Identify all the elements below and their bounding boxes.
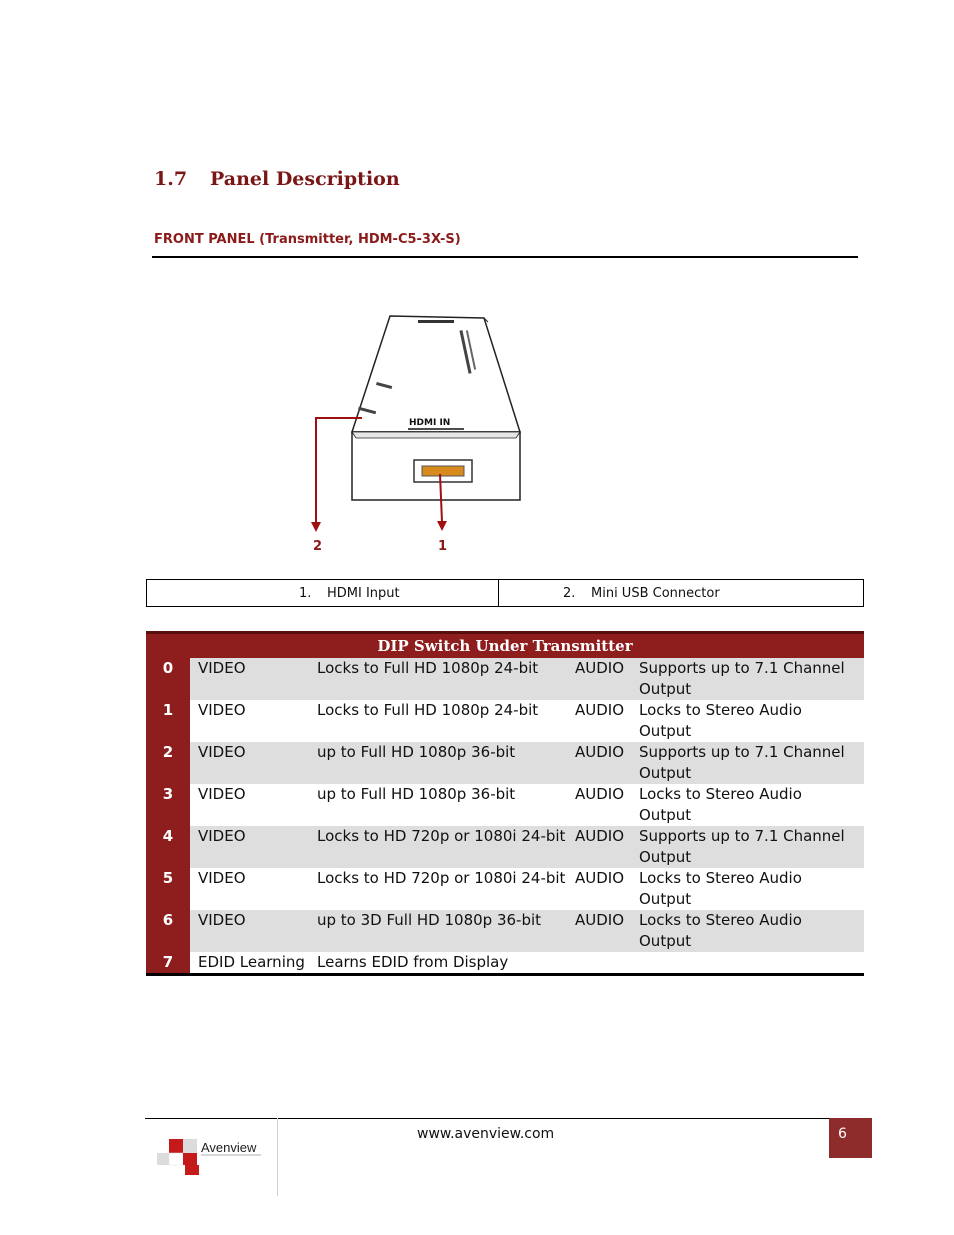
footer-website-link[interactable]: www.avenview.com xyxy=(417,1126,555,1142)
table-row xyxy=(146,700,864,742)
logo-wordmark: Avenview xyxy=(201,1140,257,1155)
dip-audio-label: AUDIO xyxy=(575,701,625,719)
dip-switch-table xyxy=(146,631,864,976)
dip-audio-description: Locks to Stereo Audio Output xyxy=(631,910,864,952)
dip-description: Locks to HD 720p or 1080i 24-bit xyxy=(317,869,566,887)
dip-audio-description: Locks to Stereo Audio Output xyxy=(639,785,802,824)
dip-category: VIDEO xyxy=(198,869,246,887)
device-brand-mark xyxy=(418,320,454,323)
table-row xyxy=(146,868,864,910)
callout-1-arrowhead xyxy=(437,521,447,531)
callout-1-number: 1 xyxy=(438,539,448,554)
legend-label: HDMI Input xyxy=(327,585,400,601)
dip-description: Locks to HD 720p or 1080i 24-bit xyxy=(309,826,567,868)
legend-cell-hdmi-input xyxy=(147,580,499,606)
device-top-face xyxy=(352,316,520,432)
dip-number: 4 xyxy=(146,826,190,868)
dip-audio-label: AUDIO xyxy=(567,742,631,784)
dip-audio-label: AUDIO xyxy=(575,869,625,887)
legend-cell-mini-usb xyxy=(499,580,863,606)
page-number: 6 xyxy=(829,1118,872,1158)
dip-category: VIDEO xyxy=(190,910,309,952)
dip-description: Locks to Full HD 1080p 24-bit xyxy=(317,701,539,719)
dip-number: 0 xyxy=(146,658,190,700)
table-row xyxy=(146,952,864,973)
legend-number: 2. xyxy=(563,585,576,601)
dip-table-title: DIP Switch Under Transmitter xyxy=(146,634,864,658)
dip-number: 6 xyxy=(146,910,190,952)
hdmi-port-socket xyxy=(422,466,464,476)
dip-audio-label: AUDIO xyxy=(567,910,631,952)
dip-audio-description: Supports up to 7.1 Channel Output xyxy=(631,658,864,700)
footer-rule xyxy=(145,1118,829,1119)
dip-number: 7 xyxy=(146,952,190,973)
section-title: Panel Description xyxy=(210,168,400,190)
table-row xyxy=(146,910,864,952)
dip-audio-description: Locks to Stereo Audio Output xyxy=(639,869,802,908)
dip-number: 2 xyxy=(146,742,190,784)
callout-2-number: 2 xyxy=(313,539,323,554)
dip-audio-label: AUDIO xyxy=(575,785,625,803)
dip-audio-description: Supports up to 7.1 Channel Output xyxy=(631,826,864,868)
dip-description: Locks to Full HD 1080p 24-bit xyxy=(309,658,567,700)
dip-audio-description: Locks to Stereo Audio Output xyxy=(639,701,802,740)
device-front-bevel xyxy=(352,432,520,438)
section-number: 1.7 xyxy=(154,168,188,190)
dip-category: EDID Learning xyxy=(198,953,305,971)
legend-label: Mini USB Connector xyxy=(591,585,720,601)
dip-description: up to Full HD 1080p 36-bit xyxy=(317,785,516,803)
dip-description: up to Full HD 1080p 36-bit xyxy=(309,742,567,784)
dip-category: VIDEO xyxy=(198,701,246,719)
transmitter-diagram xyxy=(300,300,540,560)
table-row xyxy=(146,784,864,826)
footer-divider xyxy=(277,1118,278,1196)
dip-description: Learns EDID from Display xyxy=(317,953,509,971)
dip-audio-description: Supports up to 7.1 Channel Output xyxy=(631,742,864,784)
dip-audio-description xyxy=(631,952,864,973)
dip-category: VIDEO xyxy=(190,658,309,700)
dip-audio-label: AUDIO xyxy=(567,826,631,868)
avenview-logo xyxy=(157,1135,267,1175)
dip-description: up to 3D Full HD 1080p 36-bit xyxy=(309,910,567,952)
dip-audio-label: AUDIO xyxy=(567,658,631,700)
table-row xyxy=(146,742,864,784)
hdmi-in-label: HDMI IN xyxy=(409,418,451,428)
legend-number: 1. xyxy=(299,585,312,601)
dip-number: 5 xyxy=(146,868,190,910)
section-heading xyxy=(154,168,400,190)
dip-number: 1 xyxy=(146,700,190,742)
dip-number: 3 xyxy=(146,784,190,826)
dip-audio-label xyxy=(567,952,631,973)
dip-category: VIDEO xyxy=(190,742,309,784)
heading-rule xyxy=(152,256,858,258)
front-panel-heading: FRONT PANEL (Transmitter, HDM-C5-3X-S) xyxy=(154,232,461,247)
dip-category: VIDEO xyxy=(190,826,309,868)
dip-category: VIDEO xyxy=(198,785,246,803)
connector-legend-table xyxy=(146,579,864,607)
table-row xyxy=(146,658,864,700)
callout-2-arrowhead xyxy=(311,522,321,532)
table-row xyxy=(146,826,864,868)
